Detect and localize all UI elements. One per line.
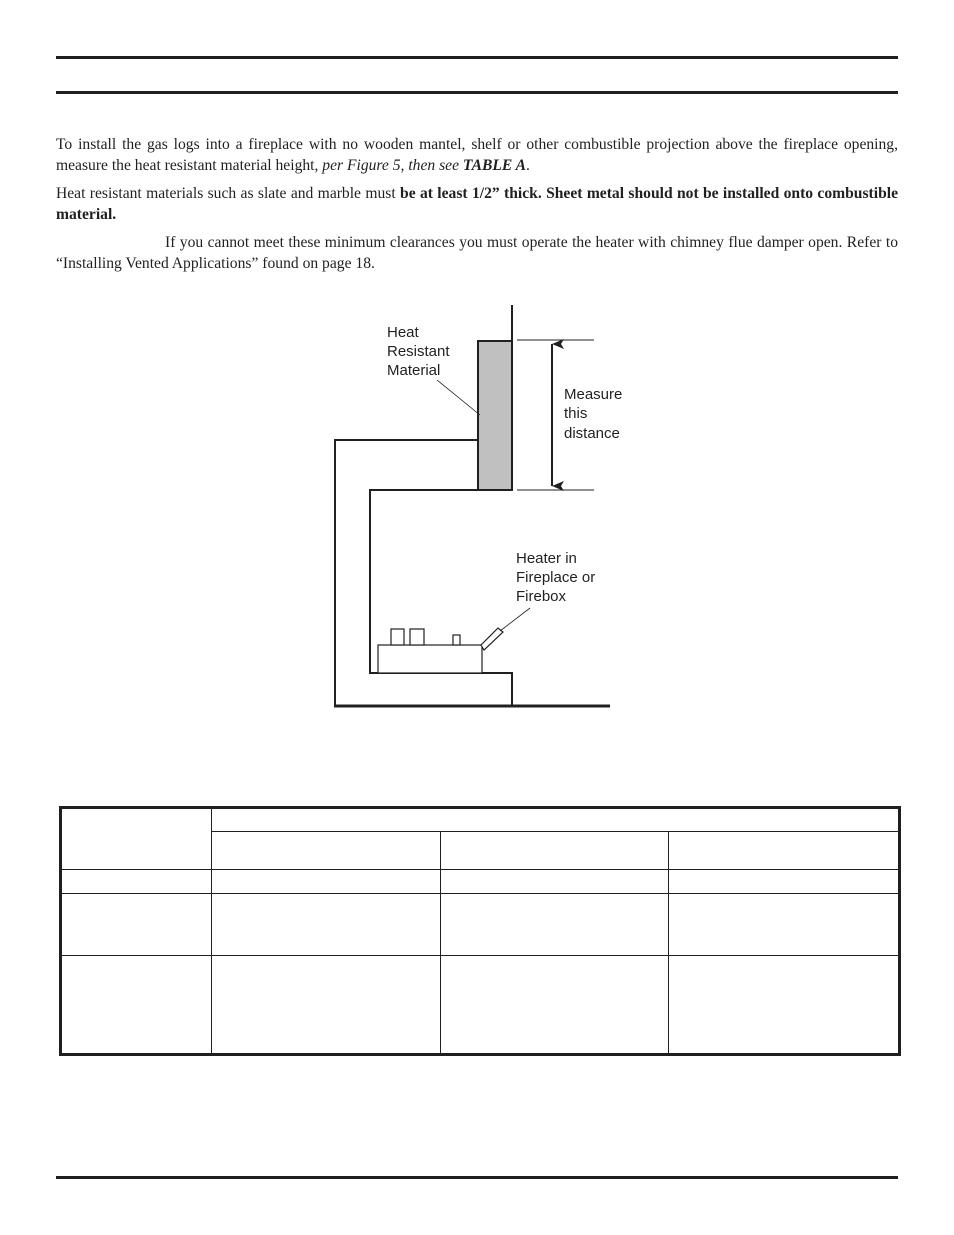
table-header-col-3 — [669, 832, 900, 870]
table-row — [61, 894, 900, 956]
intro-text: To install the gas logs into a fireplace with no wooden mantel, shelf or other combustible projection above the fireplace opening, measure the heat resistant material height, — [56, 136, 898, 174]
heat-resistant-label: Heat Resistant Material — [387, 324, 450, 379]
table-header-corner — [61, 808, 212, 870]
heater-leader — [500, 608, 530, 631]
heat-resistant-leader — [437, 380, 480, 415]
measure-label: Measure this distance — [564, 386, 623, 442]
heater-body — [378, 645, 482, 673]
clearance-table — [59, 806, 901, 1056]
heat-resistant-material — [478, 341, 512, 490]
footer-rule — [56, 1176, 898, 1179]
clearance-paragraph — [56, 232, 898, 274]
heater-grate — [481, 628, 503, 650]
heater-log-1 — [391, 629, 404, 645]
table-reference: TABLE A — [462, 157, 527, 174]
heater-log-2 — [410, 629, 424, 645]
material-paragraph — [56, 183, 898, 225]
figure-reference: per Figure 5, then see — [322, 157, 463, 174]
table-row — [61, 956, 900, 1055]
table-header-col-1 — [212, 832, 441, 870]
table-header-span — [212, 808, 900, 832]
table-row — [61, 870, 900, 894]
material-text: Heat resistant materials such as slate and marble must — [56, 185, 401, 202]
header-rule-top — [56, 56, 898, 59]
header-rule-bottom — [56, 91, 898, 94]
fireplace-figure — [0, 300, 954, 730]
heater-label: Heater in Fireplace or Firebox — [516, 550, 596, 605]
intro-period: . — [526, 157, 530, 174]
clearance-text: If you cannot meet these minimum clearances you must operate the heater with chimney flue damper open. Refer to “Installing Vented Applications” found on page 18. — [56, 234, 898, 272]
material-warning: be at least 1/2” thick. Sheet metal should not be installed onto combustible material. — [56, 185, 898, 223]
table-header-col-2 — [441, 832, 669, 870]
heater-pilot — [453, 635, 460, 645]
intro-paragraph — [56, 134, 898, 176]
